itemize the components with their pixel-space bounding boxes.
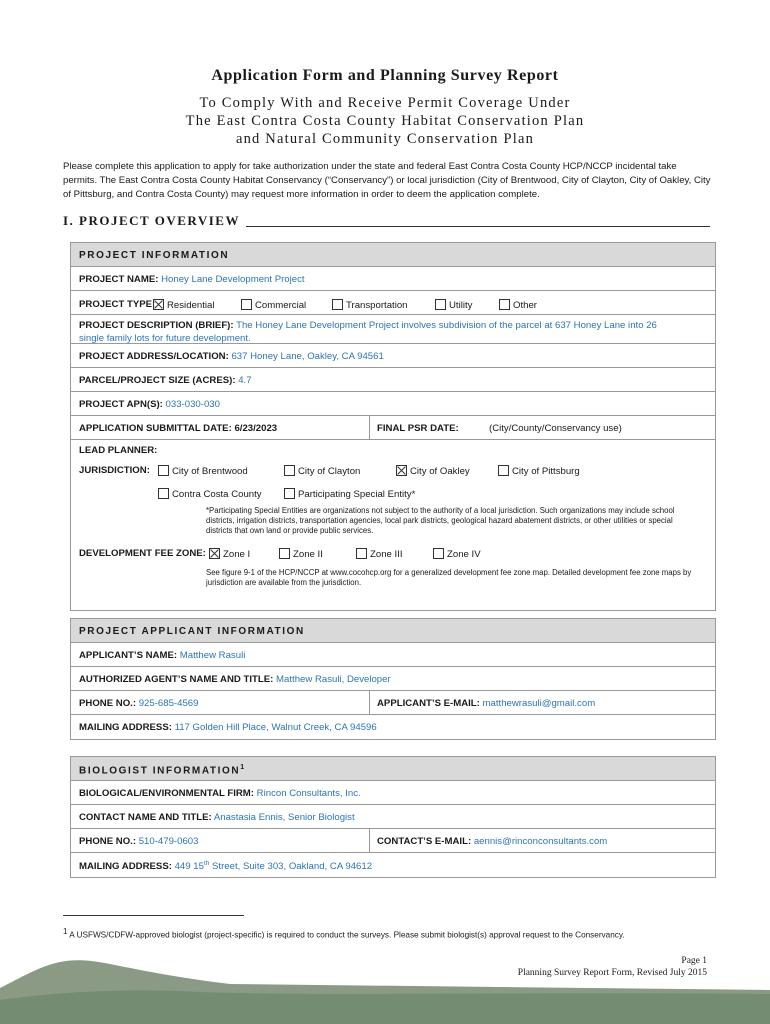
subtitle-line-3: and Natural Community Conservation Plan — [235, 131, 535, 147]
project-name-value[interactable]: Honey Lane Development Project — [161, 274, 305, 285]
project-name-label: PROJECT NAME: — [79, 274, 159, 285]
jurisdiction-option-contra-costa[interactable]: Contra Costa County — [158, 488, 262, 500]
fee-zone-option-4[interactable]: Zone IV — [433, 548, 481, 560]
checkbox-icon[interactable] — [158, 465, 169, 476]
biologist-phone-field[interactable]: PHONE NO.: 510-479-0603 — [79, 836, 199, 847]
project-description-value-2[interactable]: single family lots for future development. — [79, 333, 251, 344]
project-type-label: PROJECT TYPE: — [79, 299, 156, 310]
checkbox-icon[interactable] — [498, 465, 509, 476]
parcel-size-row[interactable] — [71, 368, 715, 392]
project-name-row[interactable] — [71, 267, 715, 291]
applicant-email-field[interactable]: APPLICANT’S E-MAIL: matthewrasuli@gmail.com — [377, 698, 596, 709]
project-address-row[interactable] — [71, 344, 715, 368]
project-information-box — [70, 242, 716, 611]
form-revision: Planning Survey Report Form, Revised July 2015 — [517, 968, 707, 978]
footnote: $^1$ A USFWS/CDFW-approved biologist (project-specific) is required to conduct the surveys. Please submit biologist(s) approval request to the Conservancy. — [63, 927, 625, 940]
applicant-contact-row — [71, 691, 715, 715]
project-type-row — [71, 291, 715, 315]
project-information-heading: PROJECT INFORMATION — [71, 243, 715, 267]
jurisdiction-option-brentwood[interactable]: City of Brentwood — [158, 465, 248, 477]
checkbox-icon[interactable] — [433, 548, 444, 559]
checkbox-icon[interactable] — [158, 488, 169, 499]
jurisdiction-option-oakley[interactable]: City of Oakley — [396, 465, 470, 477]
column-divider — [369, 691, 370, 714]
applicant-mailing-label: MAILING ADDRESS: — [79, 722, 172, 733]
project-address-value[interactable]: 637 Honey Lane, Oakley, CA 94561 — [231, 351, 384, 362]
final-psr-date-note: (City/County/Conservancy use) — [489, 423, 622, 434]
section-heading — [63, 212, 710, 230]
type-option-commercial[interactable]: Commercial — [241, 299, 306, 311]
type-option-transportation[interactable]: Transportation — [332, 299, 408, 311]
project-apn-value[interactable]: 033-030-030 — [165, 399, 220, 410]
landscape-hills-graphic — [0, 948, 770, 1024]
column-divider — [369, 416, 370, 439]
project-apn-label: PROJECT APN(S): — [79, 399, 163, 410]
biological-firm-label: BIOLOGICAL/ENVIRONMENTAL FIRM: — [79, 788, 254, 799]
authorized-agent-value[interactable]: Matthew Rasuli, Developer — [276, 674, 391, 685]
parcel-size-label: PARCEL/PROJECT SIZE (ACRES): — [79, 375, 236, 386]
type-option-other[interactable]: Other — [499, 299, 537, 311]
footnote-rule — [63, 915, 244, 916]
authorized-agent-label: AUTHORIZED AGENT’S NAME AND TITLE: — [79, 674, 274, 685]
biologist-contact-name-row[interactable] — [71, 805, 715, 829]
checkbox-icon[interactable] — [332, 299, 343, 310]
checkbox-checked-icon[interactable] — [153, 299, 164, 310]
parcel-size-value[interactable]: 4.7 — [238, 375, 252, 386]
final-psr-date-label: FINAL PSR DATE: — [377, 423, 459, 434]
biologist-contact-label: CONTACT NAME AND TITLE: — [79, 812, 212, 823]
fee-zone-option-1[interactable]: Zone I — [209, 548, 250, 560]
checkbox-icon[interactable] — [284, 465, 295, 476]
applicant-name-row[interactable] — [71, 643, 715, 667]
fee-zone-option-3[interactable]: Zone III — [356, 548, 403, 560]
biologist-contact-row — [71, 829, 715, 853]
subtitle-line-2: The East Contra Costa County Habitat Conservation Plan — [185, 113, 585, 129]
jurisdiction-label: JURISDICTION: — [79, 465, 150, 476]
checkbox-checked-icon[interactable] — [396, 465, 407, 476]
biological-firm-row[interactable] — [71, 781, 715, 805]
biologist-information-heading: BIOLOGIST INFORMATION$^1$ — [71, 757, 715, 781]
applicant-phone-field[interactable]: PHONE NO.: 925-685-4569 — [79, 698, 199, 709]
applicant-information-box — [70, 618, 716, 740]
type-option-utility[interactable]: Utility — [435, 299, 472, 311]
checkbox-icon[interactable] — [241, 299, 252, 310]
applicant-name-value[interactable]: Matthew Rasuli — [179, 650, 246, 661]
project-apn-row[interactable] — [71, 392, 715, 416]
applicant-information-heading: PROJECT APPLICANT INFORMATION — [71, 619, 715, 643]
biologist-email-field[interactable]: CONTACT’S E-MAIL: aennis@rinconconsultants.com — [377, 836, 608, 847]
dates-row — [71, 416, 715, 440]
applicant-mailing-row[interactable] — [71, 715, 715, 739]
applicant-mailing-value[interactable]: 117 Golden Hill Place, Walnut Creek, CA 94596 — [174, 722, 377, 733]
authorized-agent-row[interactable] — [71, 667, 715, 691]
biologist-mailing-value[interactable]: 449 15th Street, Suite 303, Oakland, CA 94612 — [174, 860, 373, 873]
project-address-label: PROJECT ADDRESS/LOCATION: — [79, 351, 229, 362]
biologist-mailing-label: MAILING ADDRESS: — [79, 861, 172, 873]
submittal-date-label: APPLICATION SUBMITTAL DATE: 6/23/2023 — [79, 423, 278, 434]
intro-paragraph: Please complete this application to apply for take authorization under the state and federal East Contra Costa County HCP/NCCP incidental take permits. The East Contra Costa County Habitat Conservancy (“Conservancy”) or local jurisdiction (City of Brentwood, City of Clayton, City of Oakley, City of Pittsburg, and Contra Costa County) may request more information in order to deem the application complete. — [63, 161, 711, 200]
special-entity-note: *Participating Special Entities are organizations not subject to the authority of a local jurisdiction. Such organizations may include school districts, irrigation districts, transportation agencies, local park districts, geological hazard abatement districts, or other utilities or special districts that own land or provide public services. — [206, 506, 675, 535]
jurisdiction-option-pittsburg[interactable]: City of Pittsburg — [498, 465, 580, 477]
document-title: Application Form and Planning Survey Report — [211, 67, 559, 84]
applicant-name-label: APPLICANT’S NAME: — [79, 650, 178, 661]
biological-firm-value[interactable]: Rincon Consultants, Inc. — [256, 788, 361, 799]
checkbox-icon[interactable] — [356, 548, 367, 559]
jurisdiction-option-clayton[interactable]: City of Clayton — [284, 465, 360, 477]
biologist-contact-value[interactable]: Anastasia Ennis, Senior Biologist — [213, 812, 355, 823]
biologist-information-box — [70, 756, 716, 878]
section-title: I. PROJECT OVERVIEW — [63, 213, 246, 228]
project-description-value-1[interactable]: The Honey Lane Development Project involves subdivision of the parcel at 637 Honey Lane into 26 — [236, 320, 657, 331]
biologist-mailing-row[interactable] — [71, 853, 715, 877]
checkbox-icon[interactable] — [435, 299, 446, 310]
checkbox-icon[interactable] — [279, 548, 290, 559]
lead-planner-label: LEAD PLANNER: — [79, 445, 158, 456]
subtitle-line-1: To Comply With and Receive Permit Coverage Under — [199, 95, 571, 111]
jurisdiction-row — [71, 440, 715, 610]
jurisdiction-option-special-entity[interactable]: Participating Special Entity* — [284, 488, 415, 500]
column-divider — [369, 829, 370, 852]
fee-zone-label: DEVELOPMENT FEE ZONE: — [79, 548, 206, 559]
checkbox-icon[interactable] — [284, 488, 295, 499]
fee-zone-note: See figure 9-1 of the HCP/NCCP at www.cocohcp.org for a generalized development fee zone map. Detailed development fee zone maps by jurisdiction are available from the jurisdiction. — [206, 568, 692, 587]
type-option-residential[interactable]: Residential — [153, 299, 214, 311]
project-description-row[interactable] — [71, 315, 715, 344]
fee-zone-option-2[interactable]: Zone II — [279, 548, 323, 560]
page-number: Page 1 — [681, 956, 707, 966]
checkbox-checked-icon[interactable] — [209, 548, 220, 559]
checkbox-icon[interactable] — [499, 299, 510, 310]
project-description-label: PROJECT DESCRIPTION (BRIEF): — [79, 320, 234, 331]
